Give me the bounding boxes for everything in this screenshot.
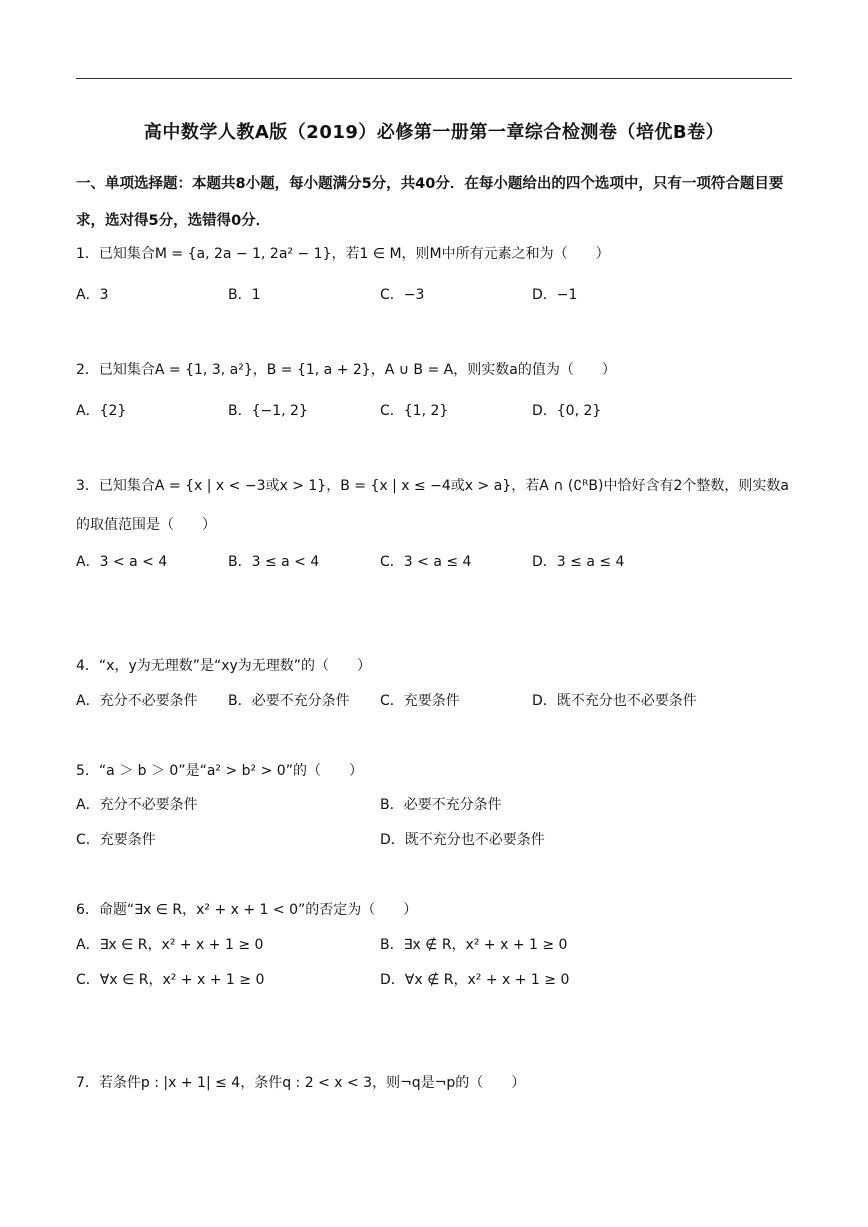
question-1-options	[76, 284, 792, 306]
option-c: C．充要条件	[380, 693, 460, 709]
question-6-options-row2	[76, 969, 792, 991]
header-rule	[76, 78, 792, 79]
question-5-options-row2	[76, 829, 792, 851]
option-b: B．{−1, 2}	[228, 403, 308, 419]
option-a: A．充分不必要条件	[76, 797, 198, 813]
section-heading: 一、单项选择题：本题共8小题，每小题满分5分，共40分．在每小题给出的四个选项中，只有一项符合题目要求，选对得5分，选错得0分．	[76, 176, 784, 229]
option-d: D．既不充分也不必要条件	[532, 693, 697, 709]
option-a: A．3	[76, 287, 109, 303]
question-7-stem: 7．若条件p : |x + 1| ≤ 4，条件q : 2 < x < 3，则¬q是¬p的（ ）	[76, 1075, 526, 1091]
question-3-stem: 3．已知集合A = {x | x < −3或x > 1}，B = {x | x ≤ −4或x > a}，若A ∩ (∁ᴿB)中恰好含有2个整数，则实数a的取值范围是（ ）	[76, 478, 789, 533]
option-c: C．3 < a ≤ 4	[380, 554, 472, 570]
question-6-options-row1	[76, 934, 792, 956]
question-1-stem: 1．已知集合M = {a, 2a − 1, 2a² − 1}，若1 ∈ M，则M中所有元素之和为（ ）	[76, 246, 610, 262]
option-d: D．既不充分也不必要条件	[380, 832, 545, 848]
option-b: B．必要不充分条件	[380, 797, 502, 813]
option-a: A．∃x ∈ R，x² + x + 1 ≥ 0	[76, 937, 264, 953]
question-6-stem: 6．命题“∃x ∈ R，x² + x + 1 < 0”的否定为（ ）	[76, 902, 418, 918]
option-b: B．∃x ∉ R，x² + x + 1 ≥ 0	[380, 937, 568, 953]
question-2-options	[76, 400, 792, 422]
document-title: 高中数学人教A版（2019）必修第一册第一章综合检测卷（培优B卷）	[143, 122, 725, 143]
option-b: B．1	[228, 287, 261, 303]
option-d: D．−1	[532, 287, 578, 303]
question-2-stem: 2．已知集合A = {1, 3, a²}，B = {1, a + 2}，A ∪ B = A，则实数a的值为（ ）	[76, 362, 616, 378]
question-4-stem: 4．“x，y为无理数”是“xy为无理数”的（ ）	[76, 658, 372, 674]
option-d: D．∀x ∉ R，x² + x + 1 ≥ 0	[380, 972, 570, 988]
option-c: C．充要条件	[76, 832, 156, 848]
question-3-options	[76, 551, 792, 573]
option-a: A．{2}	[76, 403, 127, 419]
question-5-stem: 5．“a ＞ b ＞ 0”是“a² > b² > 0”的（ ）	[76, 763, 363, 779]
option-a: A．充分不必要条件	[76, 693, 198, 709]
option-d: D．{0, 2}	[532, 403, 602, 419]
option-d: D．3 ≤ a ≤ 4	[532, 554, 625, 570]
option-b: B．3 ≤ a < 4	[228, 554, 320, 570]
option-a: A．3 < a < 4	[76, 554, 168, 570]
option-c: C．−3	[380, 287, 425, 303]
question-4-options	[76, 690, 792, 712]
option-c: C．∀x ∈ R，x² + x + 1 ≥ 0	[76, 972, 265, 988]
option-b: B．必要不充分条件	[228, 693, 350, 709]
question-5-options-row1	[76, 794, 792, 816]
option-c: C．{1, 2}	[380, 403, 449, 419]
